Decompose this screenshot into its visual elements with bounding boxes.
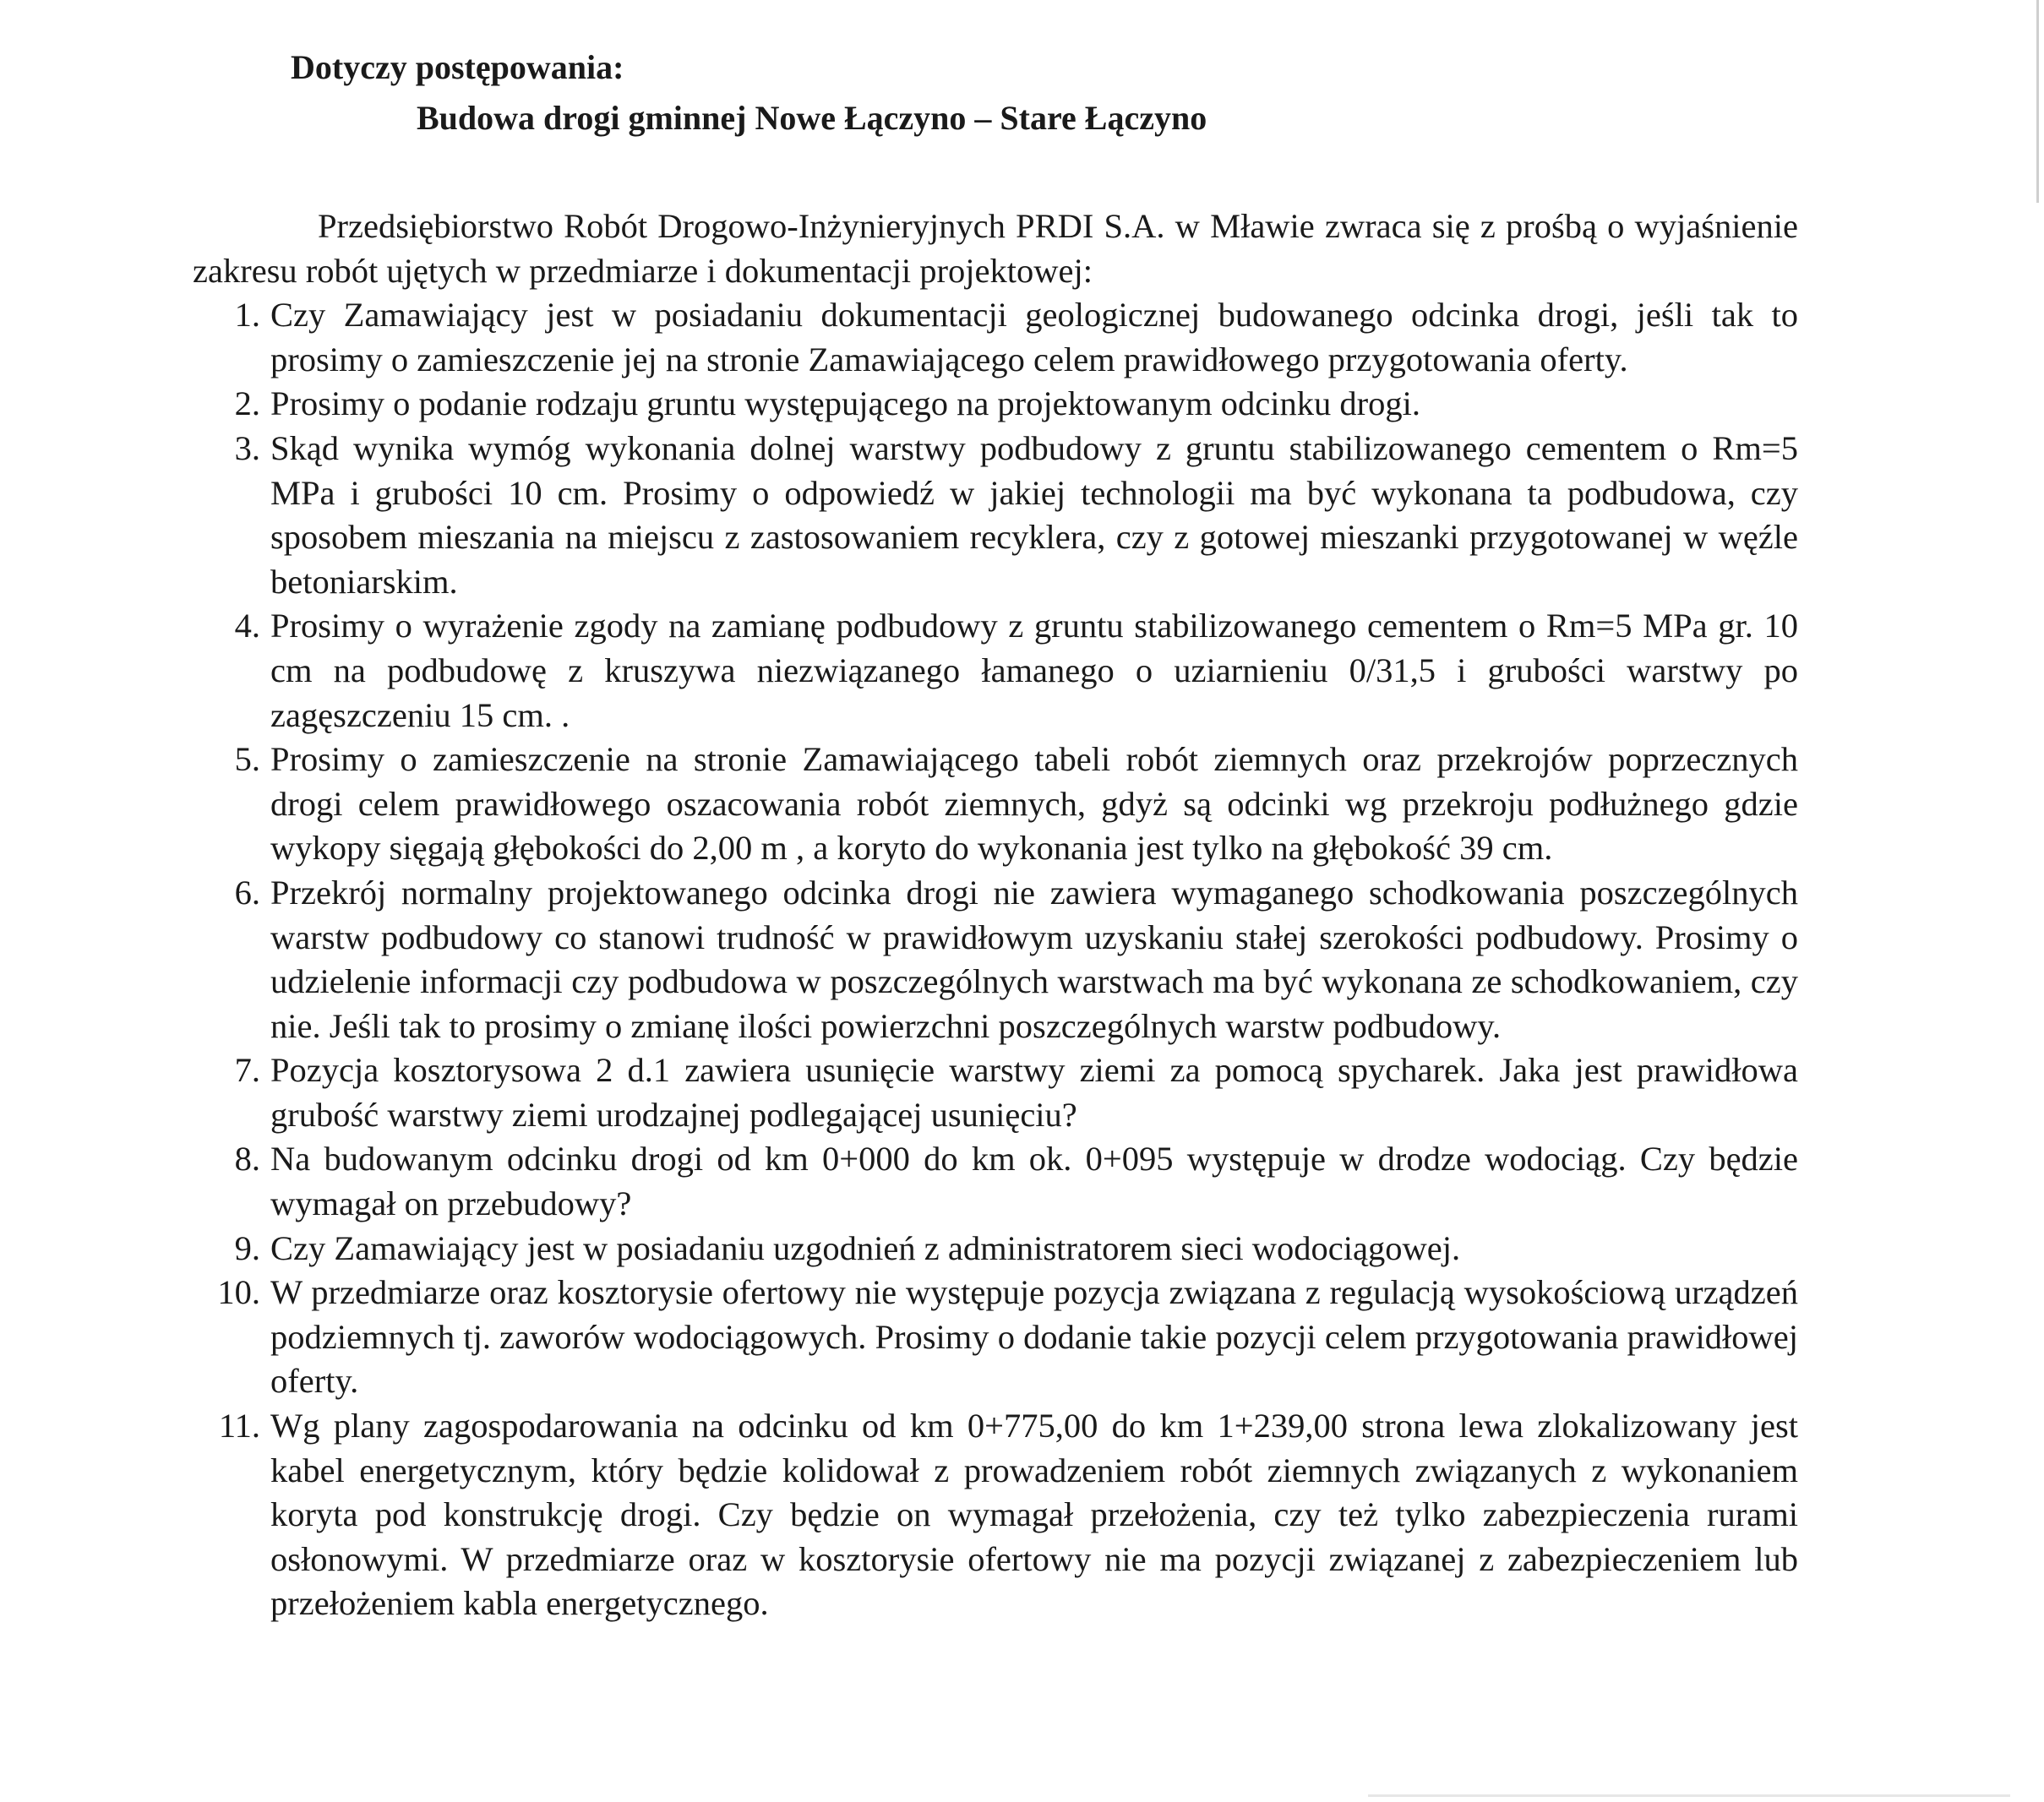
list-item [193,1048,1798,1137]
item-number: 11. [218,1407,260,1445]
item-text: Na budowanym odcinku drogi od km 0+000 do km ok. 0+095 występuje w drodze wodociąg. Czy będzie wymagał on przebudowy? [270,1140,1798,1223]
item-number: 5. [234,740,260,779]
item-text: Skąd wynika wymóg wykonania dolnej warstwy podbudowy z gruntu stabilizowanego cementem o Rm=5 MPa i grubości 10 cm. Prosimy o odpowiedź w jakiej technologii ma być wykonana ta podbudowa, czy sposobem mieszania na miejscu z zastosowaniem recyklera, czy z gotowej mieszanki przygotowanej w węźle betoniarskim. [270,428,1798,601]
list-item [193,427,1798,604]
item-number: 4. [234,607,260,645]
list-item [193,1404,1798,1626]
intro-paragraph: Przedsiębiorstwo Robót Drogowo-Inżynieryjnych PRDI S.A. w Mławie zwraca się z prośbą o wyjaśnienie zakresu robót ujętych w przedmiarze i dokumentacji projektowej: [193,207,1798,290]
procedure-subject: Budowa drogi gminnej Nowe Łączyno – Stare Łączyno [417,99,1207,137]
list-item [193,738,1798,871]
list-item [193,1271,1798,1404]
item-text: Pozycja kosztorysowa 2 d.1 zawiera usunięcie warstwy ziemi za pomocą spycharek. Jaka jest prawidłowa grubość warstwy ziemi urodzajnej podlegającej usunięciu? [270,1051,1798,1134]
item-text: Czy Zamawiający jest w posiadaniu uzgodnień z administratorem sieci wodociągowej. [270,1228,1461,1267]
item-number: 2. [234,384,260,423]
item-number: 8. [234,1140,260,1179]
list-item [193,382,1798,427]
letter-body [193,204,1798,1626]
item-number: 1. [234,296,260,335]
item-number: 6. [234,873,260,912]
scan-bottom-shadow [1368,1794,2010,1797]
list-item [193,871,1798,1048]
item-text: W przedmiarze oraz kosztorysie ofertowy nie występuje pozycja związana z regulacją wysokościową urządzeń podziemnych tj. zaworów wodociągowych. Prosimy o dodanie takie pozycji celem przygotowania prawidłowej oferty. [270,1273,1798,1401]
list-item [193,1227,1798,1271]
item-text: Prosimy o podanie rodzaju gruntu występującego na projektowanym odcinku drogi. [270,384,1420,423]
item-text: Czy Zamawiający jest w posiadaniu dokumentacji geologicznej budowanego odcinka drogi, jeśli tak to prosimy o zamieszczenie jej na stronie Zamawiającego celem prawidłowego przygotowania oferty. [270,296,1798,378]
item-text: Przekrój normalny projektowanego odcinka drogi nie zawiera wymaganego schodkowania poszczególnych warstw podbudowy co stanowi trudność w prawidłowym uzyskaniu stałej szerokości podbudowy. Prosimy o udzielenie informacji czy podbudowa w poszczególnych warstwach ma być wykonana ze schodkowaniem, czy nie. Jeśli tak to prosimy o zmianę ilości powierzchni poszczególnych warstw podbudowy. [270,873,1798,1045]
item-number: 7. [234,1051,260,1090]
item-number: 3. [234,428,260,467]
item-number: 9. [234,1228,260,1267]
list-item [193,1137,1798,1226]
list-item [193,604,1798,738]
scan-edge-shadow [2036,0,2039,203]
item-text: Prosimy o wyrażenie zgody na zamianę podbudowy z gruntu stabilizowanego cementem o Rm=5 MPa gr. 10 cm na podbudowę z kruszywa niezwiązanego łamanego o uziarnieniu 0/31,5 i grubości warstwy po zagęszczeniu 15 cm. . [270,607,1798,734]
list-item [193,293,1798,382]
item-text: Prosimy o zamieszczenie na stronie Zamawiającego tabeli robót ziemnych oraz przekrojów poprzecznych drogi celem prawidłowego oszacowania robót ziemnych, gdyż są odcinki wg przekroju podłużnego gdzie wykopy sięgają głębokości do 2,00 m , a koryto do wykonania jest tylko na głębokość 39 cm. [270,740,1798,868]
item-number: 10. [217,1273,260,1312]
questions-list [193,293,1798,1626]
item-text: Wg plany zagospodarowania na odcinku od km 0+775,00 do km 1+239,00 strona lewa zlokalizowany jest kabel energetycznym, który będzie kolidował z prowadzeniem robót ziemnych związanych z wykonaniem koryta pod konstrukcję drogi. Czy będzie on wymagał przełożenia, czy też tylko zabezpieczenia rurami osłonowymi. W przedmiarze oraz w kosztorysie ofertowy nie ma pozycji związanej z zabezpieczeniem lub przełożeniem kabla energetycznego. [270,1407,1798,1623]
procedure-label: Dotyczy postępowania: [291,48,624,86]
